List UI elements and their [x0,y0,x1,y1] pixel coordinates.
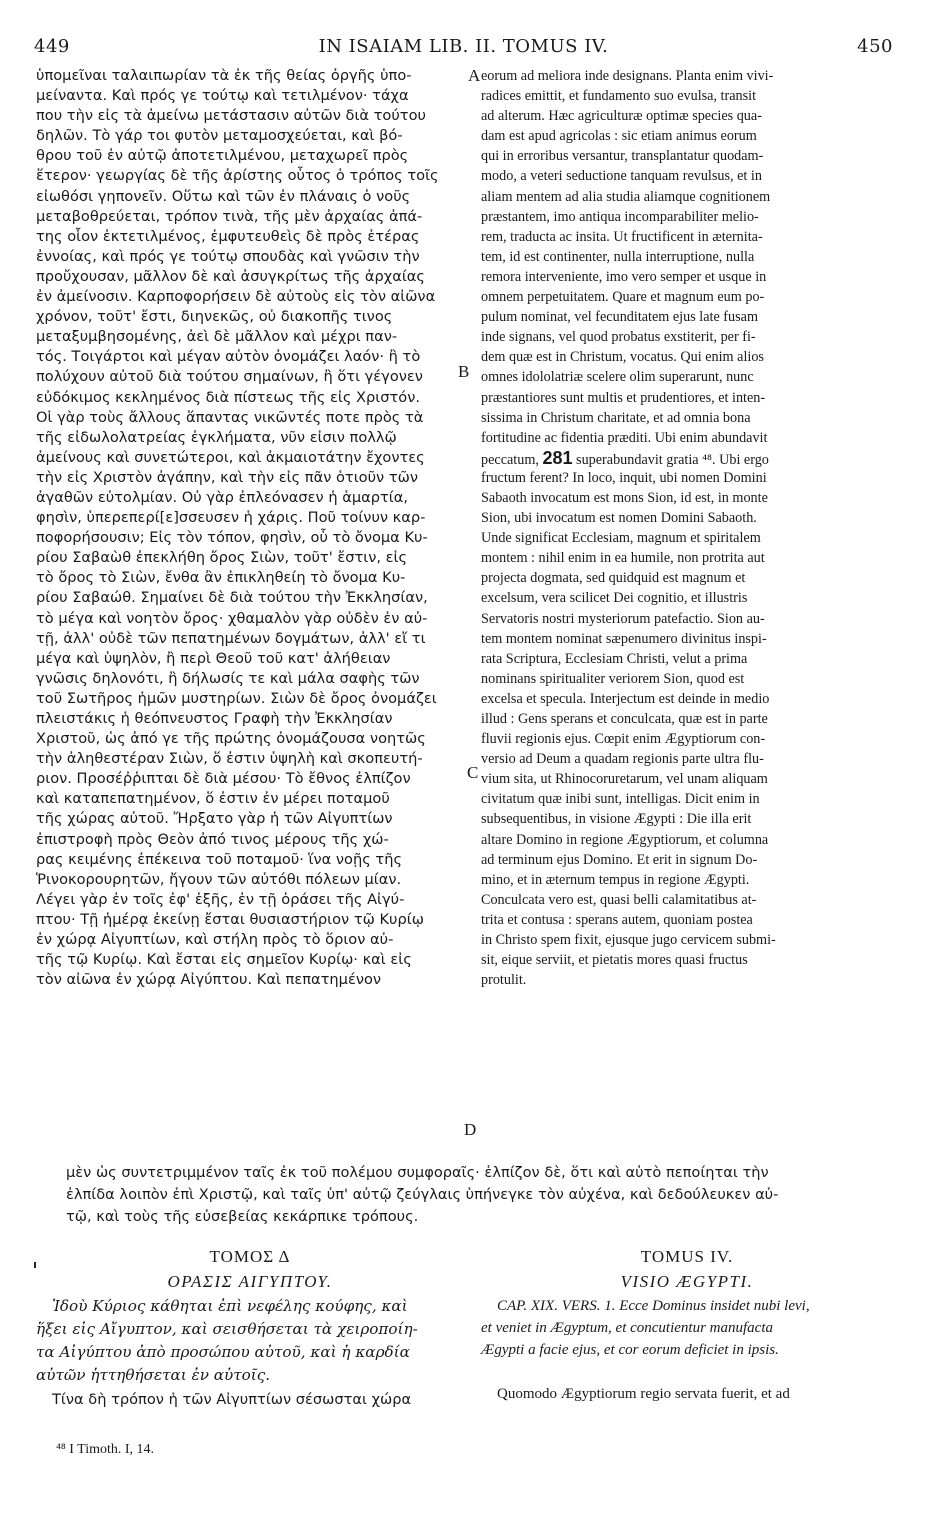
running-title: IN ISAIAM LIB. II. TOMUS IV. [318,36,609,57]
latin-text-line: sissima in Christum charitate, et ad omnia bona [481,409,751,426]
greek-text-line: ἐν ἀμείνοσιν. Καρποφορήσειν δὲ αὐτοὺς εἰς τὸν αἰῶνα [36,288,436,306]
greek-text-line: ἐν χώρᾳ Αἰγυπτίων, καὶ στήλη πρὸς τὸ ὅριον αὐ- [36,931,394,949]
greek-text-line: Χριστοῦ, ὡς ἀπό γε τῆς πρώτης ὀνομάζουσα νοητῶς [36,730,426,748]
margin-marker-c: C [467,763,479,782]
latin-text-line: remora interveniente, imo vero semper et usque in [481,268,767,285]
latin-text-line: sit, eique serviit, et pietatis mores quasi fructus [481,952,748,969]
greek-text-line: ποφορήσουσιν; Εἰς τὸν τόπον, φησὶν, οὗ τὸ ὄνομα Κυ- [36,529,428,547]
greek-text-line: Οἱ γὰρ τοὺς ἄλλους ἅπαντας νικῶντές ποτε πρὸς τὰ [36,408,424,426]
latin-text-line: rem, traducta ac insita. Ut fructificent in æternita- [481,228,763,245]
latin-text-line: fortitudine ac fidentia præditi. Ubi enim abundavit [481,429,768,446]
section-subtitle-greek: ΟΡΑΣΙΣ ΑΙΓΥΠΤΟΥ. [167,1272,333,1291]
margin-marker-a: A [468,66,481,85]
latin-text-line: illud : Gens sperans et conculcata, quæ est in parte [481,711,768,727]
full-width-text-line: τῷ, καὶ τοὺς τῆς εὐσεβείας κεκάρπικε τρόπους. [66,1208,419,1225]
latin-text-line: civitatum quæ inibi sunt, intelligas. Dicit enim in [481,791,760,808]
latin-text-line: aliam mentem ad alia studia aliamque cognitionem [481,188,771,205]
latin-text-line: dam est apud agricolas : sic etiam animus eorum [481,128,757,145]
greek-text-line: τοῦ Σωτῆρος ἡμῶν μυστηρίων. Σιὼν δὲ ὄρος ὀνομάζει [36,689,437,707]
latin-text-line: versio ad Deum a quadam regionis parte ultra flu- [481,751,764,768]
latin-text-line: vium sita, ut Rhinocoruretarum, vel unam aliquam [481,771,768,788]
greek-text-line: τὴν εἰς Χριστὸν ἀγάπην, καὶ τὴν εἰς πᾶν ὁτιοῦν τῶν [36,468,418,486]
greek-text-line: πολύχουν αὐτοῦ διὰ τούτου σημαίνων, ἢ ὅτι γέγονεν [36,368,423,386]
greek-text-line: τὸ μέγα καὶ νοητὸν ὄρος· χθαμαλὸν γὰρ οὐδὲν ἐν αὐ- [36,609,428,627]
greek-text-line: μεταβοθρεύεται, τρόπον τινὰ, τῆς μὲν ἀρχαίας ἀπά- [36,207,423,225]
greek-text-line: τός. Τοιγάρτοι καὶ μέγαν αὐτὸν ὀνομάζει λαόν· ἢ τὸ [36,348,421,366]
greek-text-line: δηλῶν. Τὸ γάρ τοι φυτὸν μεταμοσχεύεται, καὶ βό- [36,127,403,145]
section-title-latin: TOMUS IV. [640,1247,734,1266]
latin-text-line: pulum nominat, vel fecunditatem ejus late fusam [481,309,758,326]
latin-text-line: modo, a veteri seductione tanquam revulsus, et in [481,168,762,185]
latin-text-line: excelsa et specula. Interjectum est deinde in medio [481,690,770,707]
section-subtitle-latin: VISIO ÆGYPTI. [620,1272,754,1291]
greek-text-line: τὸν αἰῶνα ἐν χώρᾳ Αἰγύπτου. Καὶ πεπατημένον [36,971,382,989]
latin-text-line: fluvii regionis ejus. Cœpit enim Ægyptiorum con- [481,731,766,748]
page-number-right: 450 [857,36,893,57]
greek-text-line: ἐννοίας, καὶ πρός γε τούτῳ σπουδὰς καὶ γνῶσιν τὴν [36,247,420,265]
greek-text-line: φησὶν, ὑπερεπερί[ε]σσευσεν ἡ χάρις. Ποῦ τοίνυν καρ- [36,509,426,527]
latin-text-line: tem montem nominat sæpenumero divinitus inspi- [481,630,767,647]
greek-text-line: μείναντα. Καὶ πρός γε τούτῳ καὶ τετιλμένον· τάχα [36,87,409,105]
latin-text-line: Servatoris nostri mysteriorum patefactio. Sion au- [481,610,765,627]
greek-text-line: μέγα καὶ ὑψηλὸν, ἢ περὶ Θεοῦ τοῦ κατ' ἀλήθειαν [36,649,391,667]
section-title-greek: ΤΟΜΟΣ Δ [209,1247,291,1266]
full-width-text-line: μὲν ὡς συντετριμμένον ταῖς ἐκ τοῦ πολέμου συμφοραῖς· ἐλπίζον δὲ, ὅτι καὶ αὐτὸ πεποίηται τὴν [66,1164,769,1181]
latin-column [481,66,893,990]
latin-text-line: Unde significat Ecclesiam, magnum et spiritalem [481,530,761,547]
section-greek [36,1245,464,1411]
verse-line-latin: CAP. XIX. VERS. 1. Ecce Dominus insidet nubi levi, [497,1298,810,1314]
latin-text-line: projecta dogmata, sed quidquid est magnum et [481,570,746,587]
greek-text-line: Λέγει γὰρ ἐν τοῖς ἐφ' ἑξῆς, ἐν τῇ ὁράσει τῆς Αἰγύ- [36,890,405,908]
greek-text-line: που τὴν εἰς τὰ ἀμείνω μετάστασιν αὐτῶν διὰ τούτου [36,107,426,125]
latin-text-line: fructum ferent? In loco, inquit, ubi nomen Domini [481,469,767,486]
greek-text-line: ἀμείνους καὶ συνετώτεροι, καὶ ἀκμαιοτάτην ἔχοντες [36,448,425,466]
latin-text-line: radices emittit, et fundamento suo evulsa, transit [481,88,757,105]
verse-line-greek: αὐτῶν ἡττηθήσεται ἐν αὐτοῖς. [36,1366,271,1384]
latin-text-line: altare Domino in regione Ægyptiorum, et columna [481,831,769,848]
verse-latin [481,1295,893,1361]
greek-text-line: τῇ, ἀλλ' οὐδὲ τῶν πεπατημένων δογμάτων, ἀλλ' εἴ τι [36,629,426,647]
greek-text-line: της οἷον ἐκτετιλμένος, ἐμφυτευθεὶς δὲ πρὸς ἑτέρας [36,227,420,245]
greek-text-line: θρου τοῦ ἐν αὐτῷ ἀποτετιλμένου, μεταχωρεῖ πρὸς [36,147,409,165]
latin-text-line: subsequentibus, in visione Ægypti : Die illa erit [481,811,752,828]
verse-greek [36,1295,464,1387]
greek-text-line: ριον. Προσέῤῥιπται δὲ διὰ μέσου· Τὸ ἔθνος ἐλπίζον [36,770,411,788]
greek-text-line: τὸ ὄρος τὸ Σιὼν, ἔνθα ἂν ἐπικληθείη τὸ ὄνομα Κυ- [36,569,406,587]
verse-line-greek: ἥξει εἰς Αἴγυπτον, καὶ σεισθήσεται τὰ χειροποίη- [36,1320,418,1338]
latin-text-line [481,448,893,468]
commentary-start-latin: Quomodo Ægyptiorum regio servata fuerit, et ad [497,1386,790,1402]
commentary-start-greek: Τίνα δὴ τρόπον ἡ τῶν Αἰγυπτίων σέσωσται χώρα [52,1391,412,1408]
edition-page-number: 281 [542,447,573,468]
verse-line-greek: τα Αἰγύπτου ἀπὸ προσώπου αὐτοῦ, καὶ ἡ καρδία [36,1343,410,1361]
latin-text-line: qui in erroribus versantur, transplantatur quodam- [481,148,764,165]
latin-text-line: ad terminum ejus Domino. Et erit in signum Do- [481,851,758,868]
verse-line-greek: Ἰδοὺ Κύριος κάθηται ἐπὶ νεφέλης κούφης, καὶ [52,1297,408,1315]
latin-text-line: omnes idololatriæ scelere olim superarunt, nunc [481,369,754,386]
greek-text-line: γνῶσις δηλονότι, ἢ δήλωσίς τε καὶ μάλα σαφὴς τῶν [36,669,420,687]
greek-text-line: πτου· Τῇ ἡμέρᾳ ἐκείνῃ ἔσται θυσιαστήριον τῷ Κυρίῳ [36,910,424,928]
latin-text-line: montem : nihil enim in ea humile, non protrita aut [481,550,765,567]
greek-text-line: τῆς εἰδωλολατρείας ἐγκλήματα, νῦν εἰσιν πολλῷ [36,428,397,446]
verse-line-latin: Ægypti a facie ejus, et cor eorum deficiet in ipsis. [481,1342,779,1358]
running-header [34,36,893,60]
greek-text-line: προὔχουσαν, μᾶλλον δὲ καὶ ἀσυγκρίτως τῆς ἀρχαίας [36,267,425,285]
latin-text-line: dem quæ est in Christum, vocatus. Qui enim alios [481,349,764,366]
greek-text-line: πλειστάκις ἡ θεόπνευστος Γραφὴ τὴν Ἐκκλησίαν [36,710,393,727]
verse-line-latin: et veniet in Ægyptum, et concutientur manufacta [481,1320,774,1336]
section-latin [481,1245,893,1405]
full-width-text-line: ἐλπίδα λοιπὸν ἐπὶ Χριστῷ, καὶ ταῖς ὑπ' αὐτῷ ζεύγλαις ὑπήνεγκε τὸν αὐχένα, καὶ δεδούλευκεν αὐ- [66,1186,779,1203]
greek-text-line: τῆς τῷ Κυρίῳ. Καὶ ἔσται εἰς σημεῖον Κυρίῳ· καὶ εἰς [36,951,412,969]
latin-text-line: omnem perpetuitatem. Quare et magnum eum po- [481,289,765,306]
greek-text-line: ρίου Σαβαώθ. Σημαίνει δὲ διὰ τούτου τὴν Ἐκκλησίαν, [36,589,428,607]
greek-column [36,66,464,990]
greek-text-line: καὶ καταπεπατημένον, ὅ ἐστιν ἐν μέρει ποταμοῦ [36,790,390,808]
latin-text-line: eorum ad meliora inde designans. Planta enim vivi- [481,68,774,84]
latin-text-line: in Christo spem fixit, ejusque jugo cervicem submi- [481,932,776,949]
footnote: ⁴⁸ I Timoth. I, 14. [56,1442,155,1457]
page-number-left: 449 [34,36,70,57]
greek-text-line: ἐπιστροφὴ πρὸς Θεὸν ἀπό τινος μέρους τῆς χώ- [36,830,389,848]
latin-text-line: tem, id est continenter, nulla interruptione, nulla [481,248,755,265]
latin-text-line: ad alterum. Hæc agriculturæ optimæ species qua- [481,108,762,125]
latin-text-line: excelsum, vera scilicet Dei cognitio, et illustris [481,590,748,607]
latin-text-line: Sion, ubi invocatum est nomen Domini Sabaoth. [481,510,757,527]
latin-text-line: trita et contusa : sperans autem, quoniam postea [481,911,753,928]
text-segment: superabundavit gratia ⁴⁸. Ubi ergo [572,451,769,468]
latin-text-line: Sabaoth invocatum est mons Sion, id est, in monte [481,489,768,506]
greek-text-line: τῆς χώρας αὐτοῦ. Ἤρξατο γὰρ ἡ τῶν Αἰγυπτίων [36,810,393,828]
latin-text-line: præstantiores sunt multis et prudentiores, et inten- [481,389,766,406]
latin-text-line: rata Scriptura, Ecclesiam Christi, velut a prima [481,650,748,667]
latin-text-line: mino, et in æternum tempus in regione Ægypti. [481,871,750,888]
greek-text-line: ρίου Σαβαὼθ ἐπεκλήθη ὄρος Σιὼν, τοῦτ' ἔστιν, εἰς [36,549,408,567]
latin-text-line: præstantem, imo antiqua incomparabiliter melio- [481,208,759,225]
greek-text-line: ἀγαθῶν εὐτολμίαν. Οὐ γὰρ ἐπλεόνασεν ἡ ἁμαρτία, [36,488,408,506]
latin-text-line: inde signans, vel quod probatus exstiterit, per fi- [481,329,756,346]
greek-text-line: χρόνον, τοῦτ' ἔστι, διηνεκῶς, οὐ διακοπῆς τινος [36,308,393,326]
full-width-greek-text [66,1162,894,1228]
latin-text-line: protulit. [481,972,527,989]
latin-text-line: Conculcata vero est, quasi belli calamitatibus at- [481,891,757,908]
margin-marker-b: B [458,362,470,381]
greek-text-line: εἰωθόσι γηπονεῖν. Οὕτω καὶ τῶν ἐν πλάναις ὁ νοῦς [36,187,411,205]
greek-text-line: μεταξυμβησομένης, ἀεὶ δὲ μᾶλλον καὶ μέχρι παν- [36,328,398,346]
text-segment: peccatum, [481,451,543,468]
latin-text-line: nominans spiritualiter veriorem Sion, quod est [481,670,745,687]
greek-text-line: τὴν ἀληθεστέραν Σιὼν, ὅ ἐστιν ὑψηλὴ καὶ σκοπευτή- [36,750,423,768]
greek-text-line: Ῥινοκορουρητῶν, ἤγουν τῶν αὐτόθι πόλεων μίαν. [36,870,402,888]
margin-marker-d: D [464,1120,477,1139]
greek-text-line: εὐδόκιμος κεκλημένος διὰ πίστεως τῆς εἰς Χριστόν. [36,388,421,406]
greek-text-line: ρας κειμένης ἐπέκεινα τοῦ ποταμοῦ· ἵνα νοῇς τῆς [36,850,403,868]
greek-text-line: ὑπομεῖναι ταλαιπωρίαν τὰ ἐκ τῆς θείας ὀργῆς ὑπο- [36,67,412,84]
greek-text-line: ἕτερον· γεωργίας δὲ τῆς ἀρίστης οὗτος ὁ τρόπος τοῖς [36,167,439,185]
